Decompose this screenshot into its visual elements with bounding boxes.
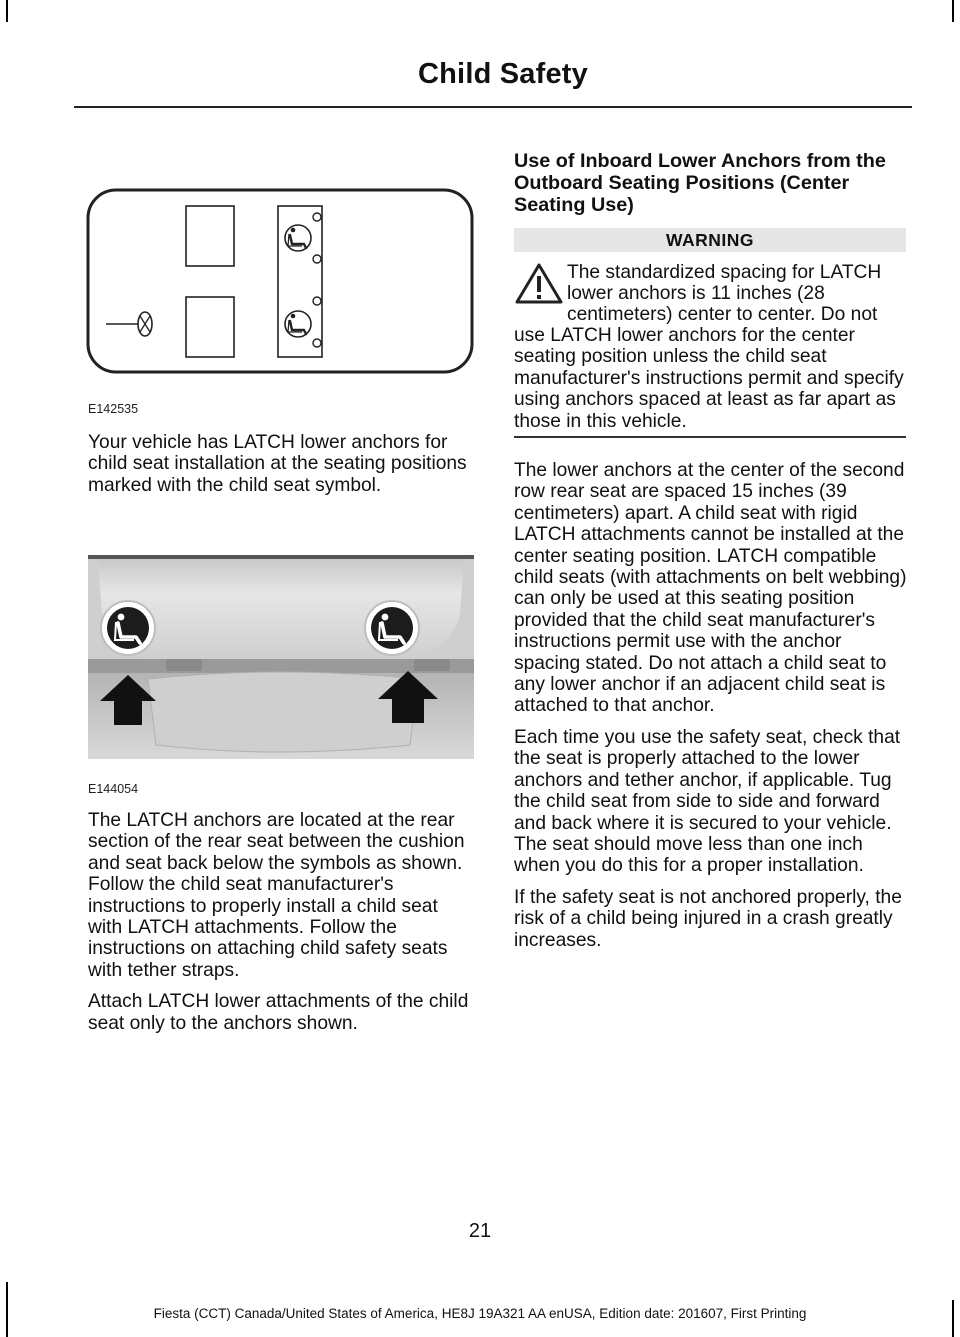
edition-footer: Fiesta (CCT) Canada/United States of America, HE8J 19A321 AA enUSA, Edition date: 201607, First Printing: [153, 1306, 807, 1321]
paragraph: Attach LATCH lower attachments of the child seat only to the anchors shown.: [88, 991, 469, 1034]
latch-anchor-figure: [88, 555, 474, 759]
warning-text-line: lower anchors is 11 inches (28: [567, 283, 825, 304]
crop-mark-top-left: [6, 0, 8, 22]
anchor-bar: [414, 659, 450, 671]
page-title: Child Safety: [418, 58, 588, 90]
warning-rule: [514, 436, 906, 438]
anchor-circle: [313, 255, 321, 263]
paragraph: Each time you use the safety seat, check that the seat is properly attached to the lower anchors and tether anchor, if applicable. Tug the child seat from side to side and forward and back where it is secured to your vehicle. The seat should move less than one inch when you do this for a proper installation.: [514, 726, 901, 877]
warning-triangle-icon: [514, 262, 564, 306]
crop-mark-top-right: [952, 0, 954, 22]
warning-heading: WARNING: [514, 228, 906, 252]
paragraph: If the safety seat is not anchored properly, the risk of a child being injured in a crash greatly increases.: [514, 886, 902, 951]
anchor-bar: [166, 659, 202, 671]
paragraph: The LATCH anchors are located at the rear section of the rear seat between the cushion and seat back below the symbols as shown. Follow the child seat manufacturer's instructions to properly install a child seat with LATCH attachments. Follow the instructions on attaching child safety seats with tether straps.: [88, 810, 465, 981]
anchor-circle: [313, 339, 321, 347]
warning-text: use LATCH lower anchors for the center seating position unless the child seat manufacturer's instructions permit and specify using anchors spaced at least as far apart as those in this vehicle.: [514, 325, 904, 432]
child-seat-icon: [285, 311, 311, 337]
figure-id: E142535: [88, 402, 139, 416]
seating-diagram-figure: [86, 186, 478, 376]
warning-text-line: centimeters) center to center. Do not: [567, 304, 878, 325]
child-seat-icon: [285, 225, 311, 251]
header-rule: [74, 106, 912, 108]
front-seat-left: [186, 206, 234, 266]
section-heading: Use of Inboard Lower Anchors from the Outboard Seating Positions (Center Seating Use): [514, 150, 886, 216]
warning-text-line: The standardized spacing for LATCH: [567, 262, 882, 283]
paragraph: The lower anchors at the center of the second row rear seat are spaced 15 inches (39 centimeters) apart. A child seat with rigid LATCH attachments cannot be installed at the center seating position. LATCH compatible child seats (with attachments on belt webbing) can only be used at this seating position provided that the child seat manufacturer's instructions permit use with the anchor spacing stated. Do not attach a child seat to any lower anchor if an adjacent child seat is attached to that anchor.: [514, 460, 907, 717]
figure-id: E144054: [88, 782, 139, 796]
page-number: 21: [468, 1220, 492, 1242]
child-seat-icon: [101, 601, 155, 655]
anchor-circle: [313, 213, 321, 221]
front-seat-right: [186, 297, 234, 357]
anchor-circle: [313, 297, 321, 305]
child-seat-icon: [365, 601, 419, 655]
paragraph: Your vehicle has LATCH lower anchors for child seat installation at the seating positions marked with the child seat symbol.: [88, 432, 467, 496]
